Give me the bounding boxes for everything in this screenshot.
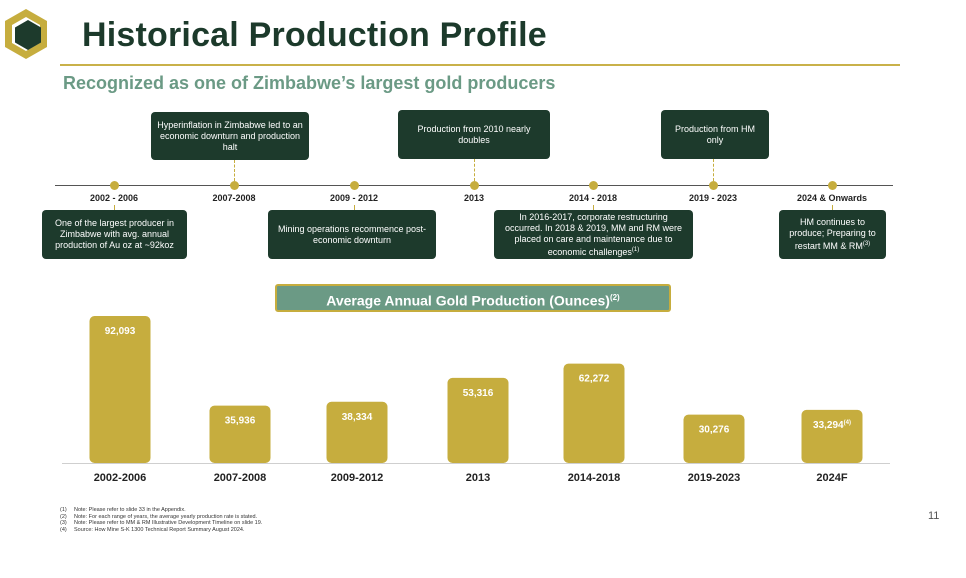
footnote-number: (4) [60, 526, 67, 533]
footnote-text: Note: Please refer to slide 33 in the Appendix. [74, 507, 186, 513]
timeline-event-text: Production from HM only [674, 123, 756, 145]
timeline-year: 2009 - 2012 [329, 193, 379, 203]
bar-value-label: 33,294$^{(4)}$ [813, 419, 851, 431]
x-tick-label: 2019-2023 [687, 472, 741, 484]
page-subtitle: Recognized as one of Zimbabwe’s largest gold producers [63, 73, 556, 93]
footnote-number: (1) [60, 507, 67, 513]
footnote-text: Source: How Mine S-K 1300 Technical Report Summary August 2024. [74, 526, 245, 533]
footnotes [60, 507, 262, 533]
timeline-year: 2024 & Onwards [796, 193, 868, 203]
x-tick-label: 2013 [465, 472, 491, 484]
bar-value-label: 92,093 [104, 326, 136, 337]
timeline-year: 2002 - 2006 [89, 193, 139, 203]
timeline-event-footnote-ref: (3) [862, 241, 871, 247]
bar-value-label: 62,272 [578, 373, 610, 385]
timeline-event-footnote-ref: (1) [631, 246, 640, 253]
bar-value-label: 38,334 [341, 411, 373, 423]
bar [90, 316, 151, 463]
bar-value-label: 30,276 [698, 424, 730, 436]
timeline-event-text: One of the largest producer in Zimbabwe with avg. annual production of Au oz at ~92koz [54, 218, 175, 250]
footnote-number: (3) [60, 520, 67, 526]
chart-title-footnote-ref: (2) [609, 293, 620, 302]
chart-title-text: Average Annual Gold Production (Ounces) [326, 292, 610, 309]
footnote-text: Note: For each range of years, the average yearly production rate is stated. [74, 513, 258, 520]
bar [802, 410, 863, 463]
timeline-year: 2007-2008 [212, 193, 256, 203]
x-tick-label: 2002-2006 [93, 472, 147, 484]
timeline-year: 2013 [463, 193, 485, 203]
bar-value-label: 53,316 [462, 387, 494, 399]
x-tick-label: 2014-2018 [567, 472, 621, 484]
x-tick-label: 2007-2008 [213, 472, 267, 484]
footnote [60, 527, 262, 534]
timeline-event-text: Production from 2010 nearly doubles [417, 123, 531, 145]
page-number: 11 [928, 510, 940, 522]
bar [684, 415, 745, 463]
bar [210, 406, 271, 463]
timeline-year: 2014 - 2018 [568, 193, 618, 203]
footnote-text: Note: Please refer to MM & RM Illustrative Development Timeline on slide 19. [74, 520, 263, 526]
timeline-event-text: HM continues to produce; Preparing to restart MM & RM$^{(3)}$ [789, 217, 876, 251]
bar-value-footnote-ref: (4) [843, 419, 851, 426]
x-tick-label: 2009-2012 [330, 472, 384, 484]
timeline-year: 2019 - 2023 [688, 193, 738, 203]
bar-value-label: 35,936 [224, 415, 256, 427]
timeline-event-text: Hyperinflation in Zimbabwe led to an economic downturn and production halt [157, 119, 303, 152]
timeline-event-text: Mining operations recommence post-economic downturn [277, 223, 427, 245]
timeline-event-text: In 2016-2017, corporate restructuring occurred. In 2018 & 2019, MM and RM were placed on care and maintenance due to economic challenges$^{(1)}$ [504, 211, 683, 257]
footnote-number: (2) [60, 513, 67, 520]
page-title: Historical Production Profile [82, 16, 547, 54]
x-tick-label: 2024F [816, 472, 848, 484]
